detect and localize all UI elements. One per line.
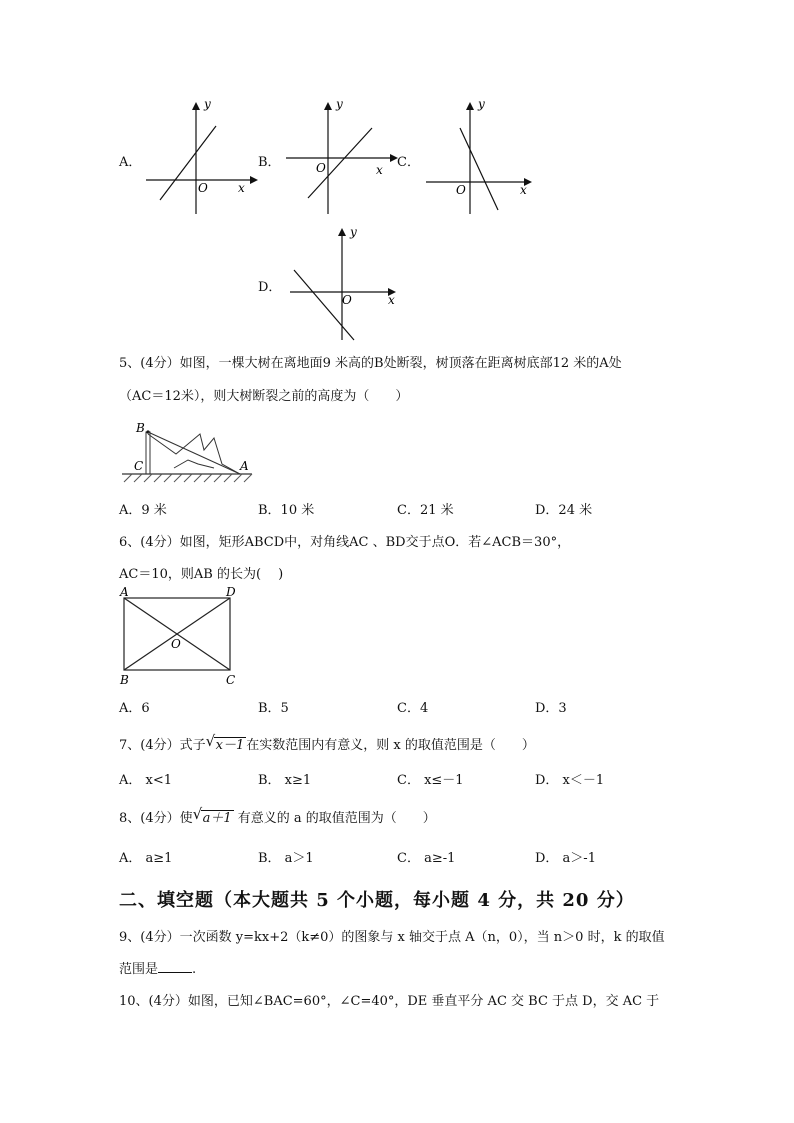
y-axis-arrow xyxy=(324,102,332,110)
q7-prefix: 7、(4分）式子 xyxy=(119,738,206,753)
q5-tree-figure xyxy=(118,414,258,490)
q8-option-c: C． a≥-1 xyxy=(397,851,456,866)
q6-option-a: A．6 xyxy=(119,701,150,716)
graph-option-c xyxy=(420,96,540,216)
q8-suffix: 有意义的 a 的取值范围为（ ） xyxy=(233,811,436,826)
x-label: x xyxy=(238,181,245,195)
origin-label: O xyxy=(198,181,208,195)
q9-line2-suffix: . xyxy=(192,962,197,977)
q6-option-c: C．4 xyxy=(397,701,429,716)
origin-label: O xyxy=(316,161,326,175)
q7-option-b: B． x≥1 xyxy=(258,773,312,788)
tree-trunk xyxy=(146,432,150,474)
origin-label: O xyxy=(342,293,352,307)
q5-option-a: A．9 米 xyxy=(119,503,167,518)
q5-option-c: C．21 米 xyxy=(397,503,454,518)
q5-line1: 5、(4分）如图，一棵大树在离地面9 米高的B处断裂，树顶落在距离树底部12 米的A处 xyxy=(119,356,622,371)
y-label: y xyxy=(478,97,485,111)
q6-option-b: B．5 xyxy=(258,701,289,716)
vertex-b-label: B xyxy=(120,673,129,687)
y-axis-arrow xyxy=(338,228,346,236)
vertex-d-label: D xyxy=(226,585,236,599)
q8-option-a: A． a≥1 xyxy=(119,851,173,866)
q7-option-a: A． x<1 xyxy=(119,773,173,788)
answer-blank[interactable] xyxy=(158,972,192,973)
y-axis-arrow xyxy=(466,102,474,110)
y-label: y xyxy=(204,97,211,111)
q6-line2: AC＝10，则AB 的长为( ) xyxy=(119,567,284,582)
q9-line2-prefix: 范围是 xyxy=(119,962,159,977)
origin-label: O xyxy=(456,183,466,197)
x-label: x xyxy=(520,183,527,197)
q8-option-b: B． a＞1 xyxy=(258,851,314,866)
y-label: y xyxy=(336,97,343,111)
x-label: x xyxy=(388,293,395,307)
q10-line1: 10、(4分）如图，已知∠BAC=60°，∠C=40°，DE 垂直平分 AC 交 BC 于点 D，交 AC 于 xyxy=(119,994,660,1009)
q7-stem xyxy=(119,734,535,753)
y-label: y xyxy=(350,225,357,239)
q6-rectangle-figure xyxy=(116,584,248,688)
ground-hatch xyxy=(124,474,252,482)
graph-option-d xyxy=(284,222,404,346)
q5-option-b: B．10 米 xyxy=(258,503,315,518)
section-2-heading: 二、填空题（本大题共 5 个小题，每小题 4 分，共 20 分） xyxy=(119,890,635,911)
q5-line2: （AC＝12米），则大树断裂之前的高度为（ ） xyxy=(119,389,409,404)
option-b-label: B． xyxy=(258,155,281,170)
q7-suffix: 在实数范围内有意义，则 x 的取值范围是（ ） xyxy=(246,738,535,753)
x-axis-arrow xyxy=(250,176,258,184)
q7-radicand: x－1 xyxy=(215,738,245,753)
q8-radicand: a＋1 xyxy=(202,811,232,826)
vertex-c-label: C xyxy=(226,673,236,687)
q9-line1: 9、(4分）一次函数 y=kx+2（k≠0）的图象与 x 轴交于点 A（n，0），当 n＞0 时，k 的取值 xyxy=(119,930,665,945)
function-line xyxy=(460,128,498,210)
point-a-label: A xyxy=(240,459,249,473)
q7-sqrt: √ x－1 xyxy=(205,732,245,753)
y-axis-arrow xyxy=(192,102,200,110)
option-c-label: C． xyxy=(397,155,420,170)
option-a-label: A． xyxy=(119,155,142,170)
q5-option-d: D．24 米 xyxy=(535,503,593,518)
fallen-trunk xyxy=(148,432,240,474)
point-b-label: B xyxy=(136,421,145,435)
q6-option-d: D．3 xyxy=(535,701,567,716)
point-c-label: C xyxy=(134,459,144,473)
option-d-label: D． xyxy=(258,280,282,295)
center-o-label: O xyxy=(171,637,181,651)
tree-crown-lower xyxy=(174,460,214,468)
q8-stem xyxy=(119,807,436,826)
graph-option-b xyxy=(280,96,400,216)
x-label: x xyxy=(376,163,383,177)
q8-prefix: 8、(4分）使 xyxy=(119,811,193,826)
q8-option-d: D． a＞-1 xyxy=(535,851,596,866)
q9-line2 xyxy=(119,958,196,977)
q8-sqrt: √ a＋1 xyxy=(192,805,232,826)
vertex-a-label: A xyxy=(120,585,129,599)
graph-option-a xyxy=(140,96,260,216)
q6-line1: 6、(4分）如图，矩形ABCD中，对角线AC 、BD交于点O．若∠ACB＝30°， xyxy=(119,535,571,550)
q7-option-d: D． x＜－1 xyxy=(535,773,605,788)
q7-option-c: C． x≤－1 xyxy=(397,773,464,788)
